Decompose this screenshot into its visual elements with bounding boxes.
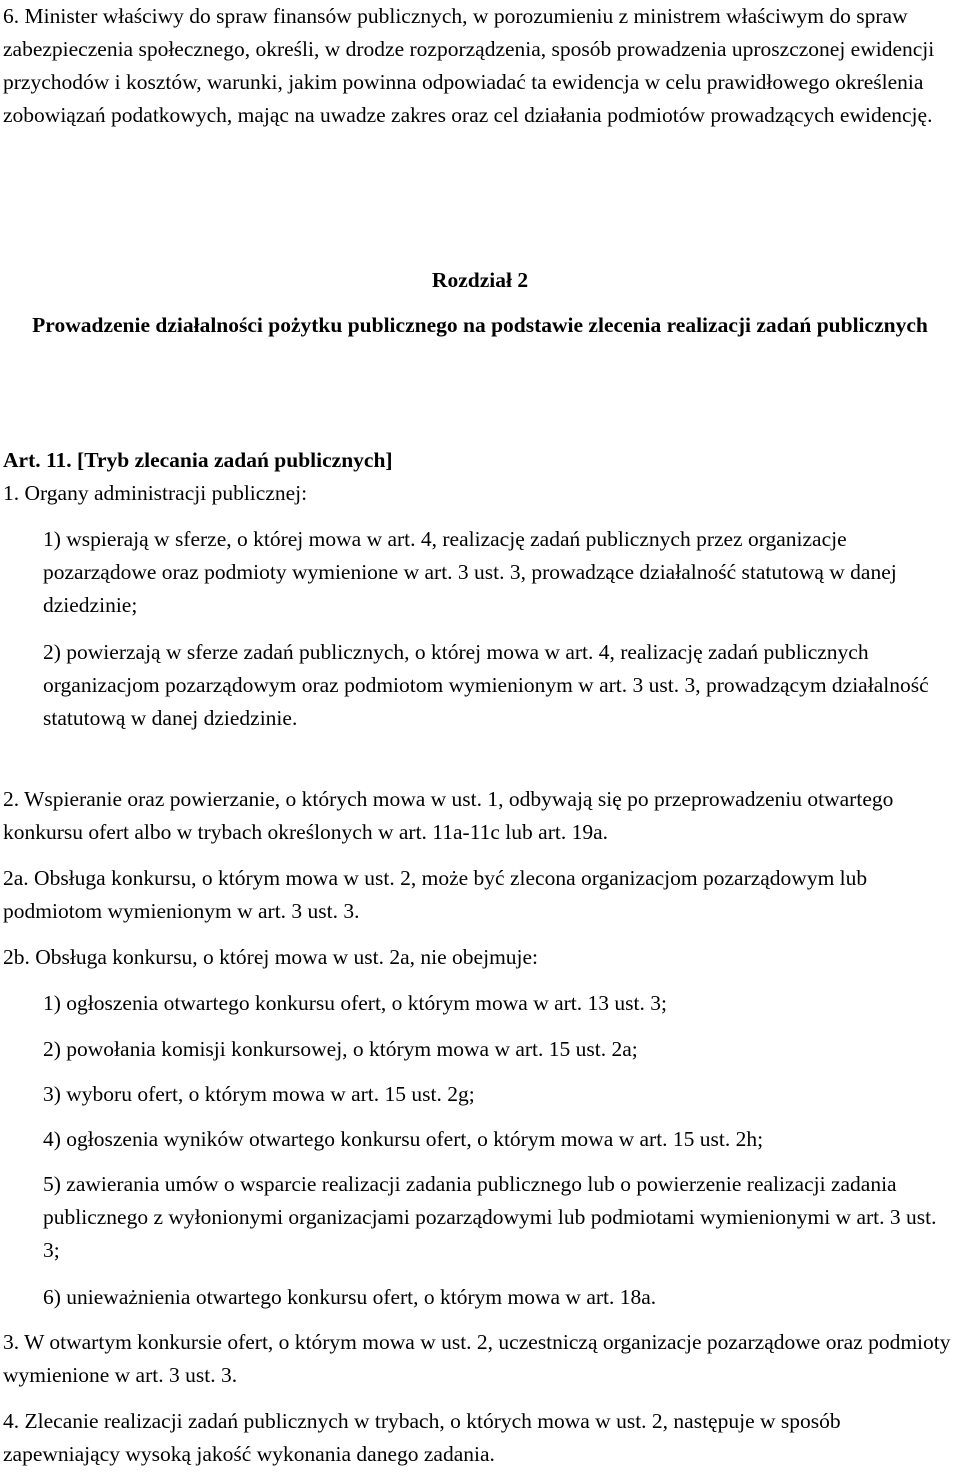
ust-2a: 2a. Obsługa konkursu, o którym mowa w ust. 2, może być zlecona organizacjom pozarządowym lub podmiotom wymienionym w art. 3 ust. 3. — [3, 866, 868, 923]
ust-1-intro: 1. Organy administracji publicznej: — [3, 481, 308, 505]
ust-2: 2. Wspieranie oraz powierzanie, o których mowa w ust. 1, odbywają się po przeprowadzeniu otwartego konkursu ofert albo w trybach określonych w art. 11a-11c lub art. 19a. — [3, 787, 894, 844]
ust-4: 4. Zlecanie realizacji zadań publicznych w trybach, o których mowa w ust. 2, następuje w sposób zapewniający wysoką jakość wykonania danego zadania. — [3, 1409, 841, 1466]
ust-2b-intro: 2b. Obsługa konkursu, o której mowa w ust. 2a, nie obejmuje: — [3, 945, 539, 969]
ust-1-item-2: 2) powierzają w sferze zadań publicznych, o której mowa w art. 4, realizację zadań publicznych organizacjom pozarządowym oraz podmiotom wymienionym w art. 3 ust. 3, prowadzącym działalność statutową w danej dziedzinie. — [43, 640, 929, 730]
chapter-title: Prowadzenie działalności pożytku publicznego na podstawie zlecenia realizacji zadań publicznych — [32, 313, 928, 337]
ust-1-item-1: 1) wspierają w sferze, o której mowa w art. 4, realizację zadań publicznych przez organizacje pozarządowe oraz podmioty wymienione w art. 3 ust. 3, prowadzące działalność statutową w danej dziedzinie; — [43, 527, 897, 617]
ust-2b-item-4: 4) ogłoszenia wyników otwartego konkursu ofert, o którym mowa w art. 15 ust. 2h; — [43, 1127, 764, 1151]
ust-2b-item-2: 2) powołania komisji konkursowej, o którym mowa w art. 15 ust. 2a; — [43, 1037, 638, 1061]
paragraph-6: 6. Minister właściwy do spraw finansów publicznych, w porozumieniu z ministrem właściwym do spraw zabezpieczenia społecznego, określi, w drodze rozporządzenia, sposób prowadzenia uproszczonej ewidencji przychodów i kosztów, warunki, jakim powinna odpowiadać ta ewidencja w celu prawidłowego określenia zobowiązań podatkowych, mając na uwadze zakres oraz cel działania podmiotów prowadzących ewidencję. — [3, 4, 935, 127]
article-heading: Art. 11. [Tryb zlecania zadań publicznych] — [3, 448, 393, 472]
ust-2b-item-5: 5) zawierania umów o wsparcie realizacji zadania publicznego lub o powierzenie realizacji zadania publicznego z wyłonionymi organizacjami pozarządowymi lub podmiotami wymienionymi w art. 3 ust. 3; — [43, 1172, 937, 1262]
ust-2b-item-3: 3) wyboru ofert, o którym mowa w art. 15 ust. 2g; — [43, 1082, 475, 1106]
ust-2b-item-1: 1) ogłoszenia otwartego konkursu ofert, o którym mowa w art. 13 ust. 3; — [43, 991, 667, 1015]
chapter-number: Rozdział 2 — [431, 268, 529, 292]
ust-3: 3. W otwartym konkursie ofert, o którym mowa w ust. 2, uczestniczą organizacje pozarządowe oraz podmioty wymienione w art. 3 ust. 3. — [3, 1330, 951, 1387]
ust-2b-item-6: 6) unieważnienia otwartego konkursu ofert, o którym mowa w art. 18a. — [43, 1285, 657, 1309]
